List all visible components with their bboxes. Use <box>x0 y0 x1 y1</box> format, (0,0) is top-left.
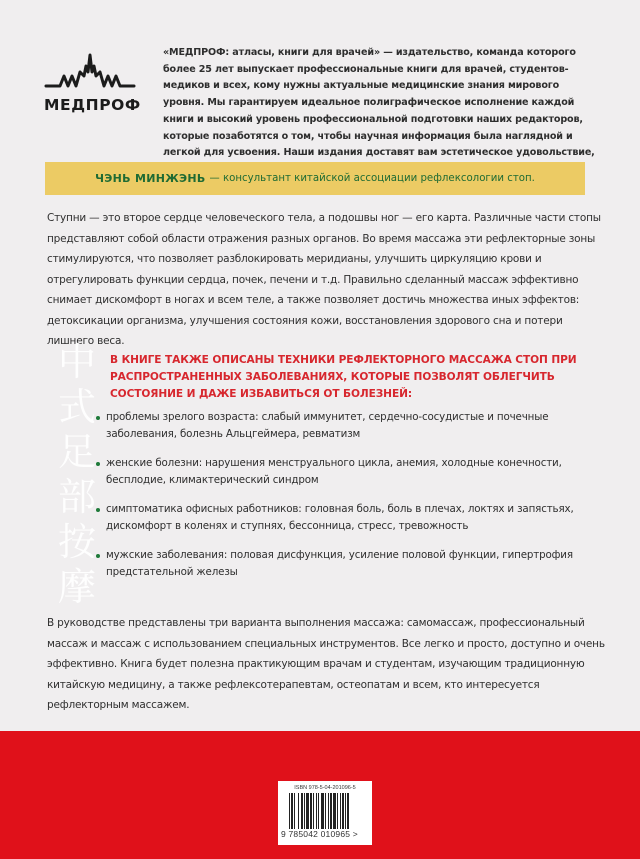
barcode-bars <box>289 793 365 829</box>
list-item <box>96 501 596 535</box>
intro-paragraph: Ступни — это второе сердце человеческого тела, а подошвы ног — его карта. Различные части стопы представляют собой области отражения разных органов. Во время массажа эти рефлекторные зоны стимулируются, что позволяет разблокировать меридианы, улучшить циркуляцию крови и отрегулировать функции сердца, почек, печени и т.д. Правильно сделанный массаж эффективно снимает дискомфорт в ногах и всем теле, а также позволяет достичь множества иных эффектов: детоксикации организма, улучшения состояния кожи, восстановления здорового сна и потери лишнего веса. <box>47 212 601 347</box>
hanzi-char: 摩 <box>57 565 96 609</box>
list-item <box>96 455 596 489</box>
hanzi-char: 按 <box>57 520 96 564</box>
list-item <box>96 547 596 581</box>
bullet-icon <box>96 554 100 558</box>
publisher-logo <box>44 52 140 114</box>
outro-paragraph: В руководстве представлены три варианта выполнения массажа: самомассаж, профессиональный массаж и массаж с использованием специальных инструментов. Все легко и просто, доступно и очень эффективно. Книга будет полезна практикующим врачам и студентам, изучающим традиционную китайскую медицину, а также рефлексотерапевтам, остеопатам и всем, кто интересуется рефлекторным массажем. <box>47 617 605 711</box>
hanzi-char: 中 <box>57 340 96 384</box>
list-item-text: проблемы зрелого возраста: слабый иммунитет, сердечно-сосудистые и почечные заболевания, болезнь Альцгеймера, ревматизм <box>106 411 549 440</box>
hanzi-char: 足 <box>57 430 96 474</box>
bullet-icon <box>96 508 100 512</box>
hanzi-char: 部 <box>57 475 96 519</box>
highlight-heading: В КНИГЕ ТАКЖЕ ОПИСАНЫ ТЕХНИКИ РЕФЛЕКТОРНОГО МАССАЖА СТОП ПРИ РАСПРОСТРАНЕННЫХ ЗАБОЛЕВАНИЯХ, КОТОРЫЕ ПОЗВОЛЯТ ОБЛЕГЧИТЬ СОСТОЯНИЕ И ДАЖЕ ИЗБАВИТЬСЯ ОТ БОЛЕЗНЕЙ: <box>110 354 577 400</box>
chinese-title-vertical <box>52 340 102 610</box>
list-item-text: женские болезни: нарушения менструального цикла, анемия, холодные конечности, бесплодие, климактерический синдром <box>106 457 562 486</box>
publisher-logo-text: МЕДПРОФ <box>44 96 141 114</box>
skyline-logo-icon <box>44 52 136 92</box>
barcode-digits: 9 785042 010965 > <box>281 829 358 839</box>
bullet-icon <box>96 462 100 466</box>
list-item-text: симптоматика офисных работников: головная боль, боль в плечах, локтях и запястьях, дискомфорт в коленях и ступнях, бессонница, стресс, тревожность <box>106 503 574 532</box>
barcode-bar <box>349 793 350 829</box>
publisher-description: «МЕДПРОФ: атласы, книги для врачей» — издательство, команда которого более 25 лет выпускает профессиональные книги для врачей, студентов-медиков и всех, кому нужны актуальные медицинские знания мирового уровня. Мы гарантируем идеальное полиграфическое исполнение каждой книги и высокий уровень профессиональной подготовки наших редакторов, которые позаботятся о том, чтобы научная информация была наглядной и легкой для усвоения. Наши издания доставят вам эстетическое удовольствие, <box>163 47 595 159</box>
list-item <box>96 409 596 443</box>
isbn-label: ISBN 978-5-04-201096-5 <box>294 785 356 791</box>
author-role: — консультант китайской ассоциации рефлексологии стоп. <box>209 173 535 184</box>
isbn-barcode <box>278 781 372 845</box>
conditions-list <box>96 409 596 593</box>
list-item-text: мужские заболевания: половая дисфункция, усиление половой функции, гипертрофия предстательной железы <box>106 549 573 579</box>
author-banner <box>45 162 585 195</box>
hanzi-char: 式 <box>57 385 96 429</box>
bullet-icon <box>96 416 100 420</box>
author-name: ЧЭНЬ МИНЖЭНЬ <box>95 172 206 185</box>
